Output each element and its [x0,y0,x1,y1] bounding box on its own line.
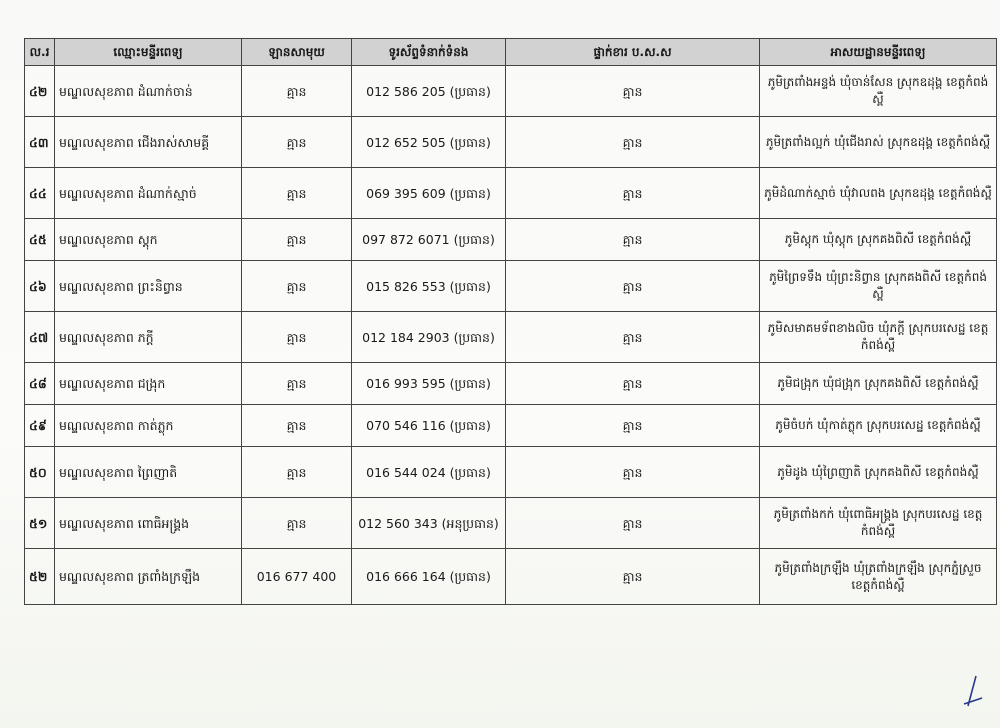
phone-value: 016 666 164 (ប្រធាន) [352,549,506,605]
table-row [25,498,997,549]
row-number: ៥២ [25,549,55,605]
address-value: ភូមិដូង ឃុំព្រៃញាតិ ស្រុកគងពិសី ខេត្តកំពង់ស្ពឺ [760,447,997,498]
row-number: ៤២ [25,66,55,117]
nssf-value: គ្មាន [506,168,760,219]
ambulance-value: គ្មាន [242,363,352,405]
row-number: ៤៤ [25,168,55,219]
phone-value: 016 544 024 (ប្រធាន) [352,447,506,498]
table-row [25,261,997,312]
phone-value: 016 993 595 (ប្រធាន) [352,363,506,405]
hospital-name: មណ្ឌលសុខភាព ពោធិអង្គ្រង [55,498,242,549]
nssf-value: គ្មាន [506,549,760,605]
ambulance-value: គ្មាន [242,261,352,312]
address-value: ភូមិសមាគមទ័ពខាងលិច ឃុំភក្តី ស្រុកបរសេដ្ឋ ខេត្តកំពង់ស្ពឺ [760,312,997,363]
hospital-name: មណ្ឌលសុខភាព ត្រពាំងក្រឡឹង [55,549,242,605]
nssf-value: គ្មាន [506,447,760,498]
address-value: ភូមិដំណាក់ស្មាច់ ឃុំវាលពង ស្រុកឧដុង្គ ខេត្តកំពង់ស្ពឺ [760,168,997,219]
address-value: ភូមិស្តុក ឃុំស្តុក ស្រុកគងពិសី ខេត្តកំពង់ស្ពឺ [760,219,997,261]
table-row [25,168,997,219]
table-row [25,312,997,363]
row-number: ៤៥ [25,219,55,261]
phone-value: 012 560 343 (អនុប្រធាន) [352,498,506,549]
address-value: ភូមិត្រពាំងក្រឡឹង ឃុំត្រពាំងក្រឡឹង ស្រុកភ្នំស្រួច ខេត្តកំពង់ស្ពឺ [760,549,997,605]
header-address: អាសយដ្ឋានមន្ទីរពេទ្យ [760,39,997,66]
hospital-name: មណ្ឌលសុខភាព ភក្តី [55,312,242,363]
header-nssf: ផ្ទាក់ខារ ប.ស.ស [506,39,760,66]
row-number: ៤៩ [25,405,55,447]
health-centers-table [24,38,997,605]
hospital-name: មណ្ឌលសុខភាព ដំណាក់ចាន់ [55,66,242,117]
ambulance-value: គ្មាន [242,405,352,447]
nssf-value: គ្មាន [506,117,760,168]
ambulance-value: គ្មាន [242,219,352,261]
table-row [25,66,997,117]
nssf-value: គ្មាន [506,219,760,261]
table-row [25,405,997,447]
phone-value: 070 546 116 (ប្រធាន) [352,405,506,447]
phone-value: 097 872 6071 (ប្រធាន) [352,219,506,261]
table-row [25,117,997,168]
address-value: ភូមិត្រពាំងកក់ ឃុំពោធិអង្គ្រង ស្រុកបរសេដ្ឋ ខេត្តកំពង់ស្ពឺ [760,498,997,549]
header-number: ល.រ [25,39,55,66]
ambulance-value: គ្មាន [242,168,352,219]
hospital-name: មណ្ឌលសុខភាព ព្រះនិព្វាន [55,261,242,312]
hospital-name: មណ្ឌលសុខភាព ជង្រុក [55,363,242,405]
address-value: ភូមិត្រពាំងល្អក់ ឃុំជើងរាស់ ស្រុកឧដុង្គ ខេត្តកំពង់ស្ពឺ [760,117,997,168]
hospital-name: មណ្ឌលសុខភាព ស្តុក [55,219,242,261]
ambulance-value: គ្មាន [242,312,352,363]
nssf-value: គ្មាន [506,405,760,447]
table-header-row [25,39,997,66]
hospital-name: មណ្ឌលសុខភាព កាត់ភ្លុក [55,405,242,447]
nssf-value: គ្មាន [506,498,760,549]
row-number: ៤៧ [25,312,55,363]
row-number: ៥០ [25,447,55,498]
row-number: ៤៣ [25,117,55,168]
ambulance-value: គ្មាន [242,498,352,549]
ambulance-value: គ្មាន [242,117,352,168]
nssf-value: គ្មាន [506,363,760,405]
pen-mark-icon [958,672,988,712]
hospital-name: មណ្ឌលសុខភាព ជើងរាស់សាមគ្គី [55,117,242,168]
phone-value: 069 395 609 (ប្រធាន) [352,168,506,219]
hospital-name: មណ្ឌលសុខភាព ដំណាក់ស្មាច់ [55,168,242,219]
header-hospital-name: ឈ្មោះមន្ទីរពេទ្យ [55,39,242,66]
row-number: ៥១ [25,498,55,549]
phone-value: 012 586 205 (ប្រធាន) [352,66,506,117]
nssf-value: គ្មាន [506,66,760,117]
phone-value: 012 652 505 (ប្រធាន) [352,117,506,168]
address-value: ភូមិព្រៃទទឹង ឃុំព្រះនិព្វាន ស្រុកគងពិសី ខេត្តកំពង់ស្ពឺ [760,261,997,312]
row-number: ៤៨ [25,363,55,405]
phone-value: 015 826 553 (ប្រធាន) [352,261,506,312]
ambulance-value: គ្មាន [242,447,352,498]
address-value: ភូមិជង្រុក ឃុំជង្រុក ស្រុកគងពិសី ខេត្តកំពង់ស្ពឺ [760,363,997,405]
nssf-value: គ្មាន [506,261,760,312]
address-value: ភូមិត្រពាំងអន្ទង់ ឃុំចាន់សែន ស្រុកឧដុង្គ ខេត្តកំពង់ស្ពឺ [760,66,997,117]
address-value: ភូមិចំបក់ ឃុំកាត់ភ្លុក ស្រុកបរសេដ្ឋ ខេត្តកំពង់ស្ពឺ [760,405,997,447]
phone-value: 012 184 2903 (ប្រធាន) [352,312,506,363]
table-row [25,549,997,605]
header-contact-phone: ទូរស័ព្ទទំនាក់ទំនង [352,39,506,66]
header-ambulance: ឡានសាមុយ [242,39,352,66]
ambulance-value: 016 677 400 [242,549,352,605]
table-row [25,219,997,261]
hospital-name: មណ្ឌលសុខភាព ព្រៃញាតិ [55,447,242,498]
row-number: ៤៦ [25,261,55,312]
ambulance-value: គ្មាន [242,66,352,117]
nssf-value: គ្មាន [506,312,760,363]
table-row [25,447,997,498]
table-row [25,363,997,405]
